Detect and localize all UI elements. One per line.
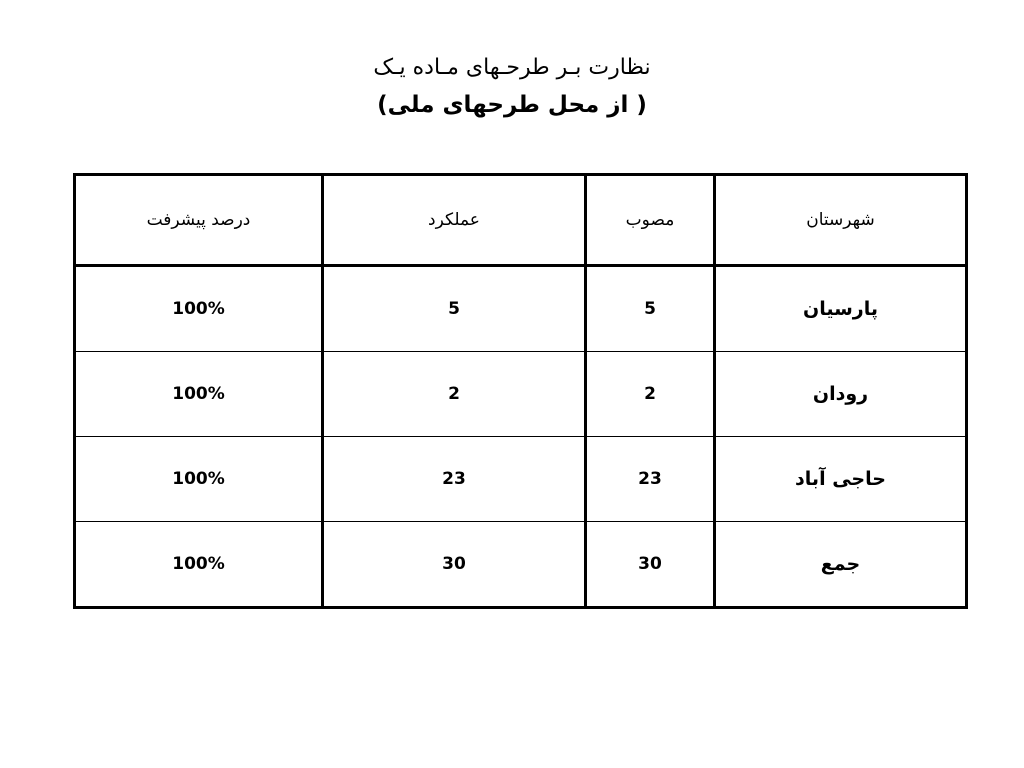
cell-city: پارسیان	[715, 266, 967, 352]
cell-city: رودان	[715, 352, 967, 437]
cell-city: حاجی آباد	[715, 437, 967, 522]
table-row	[75, 266, 967, 352]
header-city: شهرستان	[715, 175, 967, 266]
cell-approved: 23	[586, 437, 715, 522]
page-title: نظارت بـر طرحـهای مـاده یـک	[373, 55, 651, 80]
cell-progress: 100%	[75, 266, 323, 352]
cell-progress: 100%	[75, 522, 323, 608]
table-row	[75, 437, 967, 522]
cell-approved: 5	[586, 266, 715, 352]
cell-performance: 2	[323, 352, 586, 437]
cell-city: جمع	[715, 522, 967, 608]
table-row	[75, 352, 967, 437]
header-progress: درصد پیشرفت	[75, 175, 323, 266]
header-performance: عملکرد	[323, 175, 586, 266]
page-subtitle: ( از محل طرحهای ملی)	[377, 92, 647, 118]
cell-performance: 30	[323, 522, 586, 608]
table-row-total	[75, 522, 967, 608]
cell-progress: 100%	[75, 352, 323, 437]
cell-performance: 5	[323, 266, 586, 352]
table-header-row	[75, 175, 967, 266]
header-approved: مصوب	[586, 175, 715, 266]
cell-performance: 23	[323, 437, 586, 522]
title-block	[0, 50, 1024, 124]
cell-approved: 2	[586, 352, 715, 437]
cell-progress: 100%	[75, 437, 323, 522]
progress-table	[73, 173, 968, 609]
cell-approved: 30	[586, 522, 715, 608]
